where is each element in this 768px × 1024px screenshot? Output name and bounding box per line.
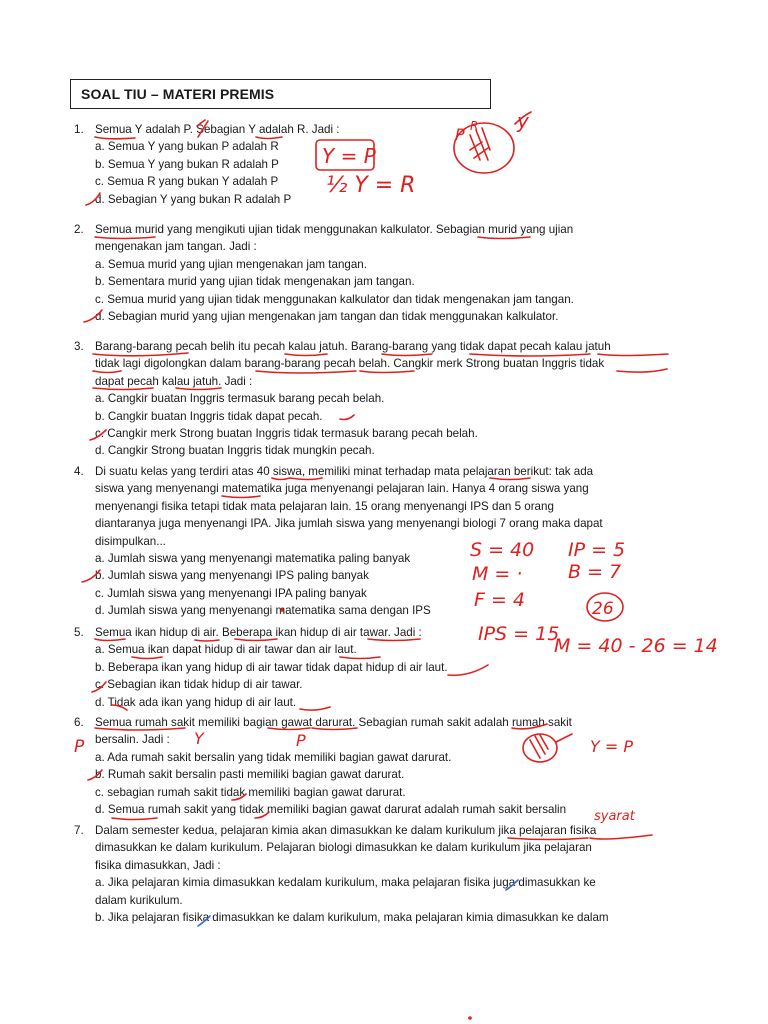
dot: [469, 1017, 471, 1019]
option-d: d. Tidak ada ikan yang hidup di air laut.: [95, 695, 297, 709]
question-stem: Semua rumah sakit memiliki bagian gawat darurat. Sebagian rumah sakit adalah rumah sakit bersalin. Jadi :: [95, 716, 572, 747]
option-a: a. Semua ikan dapat hidup di air tawar dan air laut.: [95, 643, 357, 657]
options-list: [95, 641, 674, 711]
question-stem: Barang-barang pecah belih itu pecah kalau jatuh. Barang-barang yang tidak dapat pecah kalau jatuh tidak lagi digolongkan dalam barang-barang pecah belah. Cangkir merk Strong buatan Inggris tidak dapat pecah kalau jatuh. Jadi :: [95, 340, 611, 388]
option-a: a. Jumlah siswa yang menyenangi matematika paling banyak: [95, 552, 411, 566]
options-list: [95, 550, 674, 620]
question-number: 6.: [74, 716, 84, 729]
options-list: [95, 256, 674, 326]
venn-label-y: y: [517, 109, 529, 133]
question-2: [74, 221, 674, 325]
option-d: d. Sebagian Y yang bukan R adalah P: [95, 192, 292, 206]
question-4: [74, 463, 674, 620]
margin-label: P: [296, 731, 306, 750]
option-b: b. Cangkir buatan Inggris tidak dapat pecah.: [95, 409, 323, 423]
option-b: b. Beberapa ikan yang hidup di air tawar tidak dapat hidup di air laut.: [95, 660, 448, 674]
option-b: b. Semua Y yang bukan R adalah P: [95, 157, 279, 171]
options-list: [95, 390, 674, 460]
question-stem: Semua ikan hidup di air. Beberapa ikan hidup di air tawar. Jadi :: [95, 626, 422, 639]
option-d: d. Sebagian murid yang ujian mengenakan jam tangan dan tidak menggunakan kalkulator.: [95, 310, 559, 324]
margin-label: syarat: [594, 809, 635, 824]
option-b: b. Jumlah siswa yang menyenangi IPS paling banyak: [95, 569, 369, 583]
option-d: d. Cangkir Strong buatan Inggris tidak mungkin pecah.: [95, 444, 375, 458]
option-b: b. Rumah sakit bersalin pasti memiliki bagian gawat darurat.: [95, 768, 405, 782]
boxed-equation: Y = P: [322, 144, 376, 168]
question-stem: Di suatu kelas yang terdiri atas 40 siswa, memiliki minat terhadap mata pelajaran berikut: tak ada siswa yang menyenangi matematika juga menyenangi pelajaran lain. Hanya 4 orang siswa yang menyenangi fisika tetapi tidak mata pelajaran lain. 15 orang menyenangi IPS dan 5 orang diantaranya juga menyenangi IPA. Jika jumlah siswa yang menyenangi biologi 7 orang maka dapat disimpulkan...: [95, 465, 603, 548]
margin-label: Y: [194, 729, 204, 748]
title-box: [70, 79, 491, 109]
question-6: [74, 714, 674, 818]
option-a: a. Semua Y yang bukan P adalah R: [95, 140, 279, 154]
question-7: [74, 822, 674, 926]
work-line: IPS = 15: [478, 623, 560, 645]
option-d: d. Jumlah siswa yang menyenangi matematika sama dengan IPS: [95, 604, 431, 618]
option-c: c. sebagian rumah sakit tidak memiliki bagian gawat darurat.: [95, 785, 406, 799]
options-list: [95, 874, 674, 926]
question-number: 2.: [74, 223, 84, 236]
option-a: a. Jika pelajaran kimia dimasukkan kedalam kurikulum, maka pelajaran fisika juga dimasukkan ke dalam kurikulum.: [95, 876, 596, 907]
work-line: F = 4: [474, 589, 526, 611]
question-stem: Semua Y adalah P. Sebagian Y adalah R. Jadi :: [95, 123, 340, 136]
option-d: d. Semua rumah sakit yang tidak memiliki bagian gawat darurat adalah rumah sakit bersalin: [95, 803, 567, 817]
page-title: SOAL TIU – MATERI PREMIS: [81, 86, 275, 102]
question-number: 1.: [74, 123, 84, 136]
question-number: 4.: [74, 465, 84, 478]
circled-number: 26: [592, 599, 614, 619]
option-c: c. Jumlah siswa yang menyenangi IPA paling banyak: [95, 586, 367, 600]
handwritten-note: ½ Y = R: [326, 173, 416, 198]
margin-label: Y = P: [590, 737, 633, 756]
option-c: c. Cangkir merk Strong buatan Inggris tidak termasuk barang pecah belah.: [95, 427, 478, 441]
option-c: c. Semua R yang bukan Y adalah P: [95, 175, 279, 189]
option-a: a. Cangkir buatan Inggris termasuk barang pecah belah.: [95, 392, 385, 406]
work-line: B = 7: [568, 561, 622, 583]
work-line: IP = 5: [568, 539, 626, 561]
option-a: a. Semua murid yang ujian mengenakan jam tangan.: [95, 257, 367, 271]
option-c: c. Semua murid yang ujian tidak menggunakan kalkulator dan tidak mengenakan jam tangan.: [95, 292, 574, 306]
option-a: a. Ada rumah sakit bersalin yang tidak memiliki bagian gawat darurat.: [95, 750, 452, 764]
venn-label-r: R: [470, 119, 479, 133]
option-b: b. Sementara murid yang ujian tidak mengenakan jam tangan.: [95, 275, 415, 289]
option-b: b. Jika pelajaran fisika dimasukkan ke dalam kurikulum, maka pelajaran kimia dimasukkan ke dalam: [95, 911, 609, 925]
question-number: 5.: [74, 626, 84, 639]
question-1: [74, 121, 674, 208]
options-list: [95, 138, 674, 208]
options-list: [95, 749, 674, 819]
work-line: M = 40 - 26 = 14: [554, 635, 718, 657]
option-c: c. Sebagian ikan tidak hidup di air tawar.: [95, 678, 303, 692]
question-number: 3.: [74, 340, 84, 353]
question-stem: Semua murid yang mengikuti ujian tidak menggunakan kalkulator. Sebagian murid yang ujian mengenakan jam tangan. Jadi :: [95, 223, 574, 254]
question-number: 7.: [74, 824, 84, 837]
venn-label-p: P: [455, 125, 465, 144]
margin-label: P: [74, 737, 85, 757]
question-5: [74, 624, 674, 711]
work-line: M = ·: [472, 563, 523, 585]
question-stem: Dalam semester kedua, pelajaran kimia akan dimasukkan ke dalam kurikulum jika pelajaran fisika dimasukkan ke dalam kurikulum. Pelajaran biologi dimasukkan ke dalam kurikulum jika pelajaran fisika dimasukkan, Jadi :: [95, 824, 597, 872]
work-line: S = 40: [470, 539, 535, 561]
question-3: [74, 338, 674, 460]
